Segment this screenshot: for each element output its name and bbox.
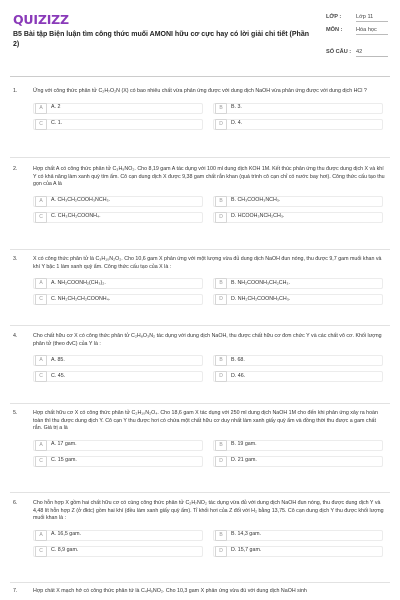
question-number: 2. [13,166,18,172]
question-6 [13,500,388,559]
meta-row-class [326,14,388,27]
quizizz-logo: QUIZIZZ [13,12,69,27]
meta-value: Hóa học [356,27,388,35]
option-a[interactable] [33,278,203,289]
option-text: C. CH₃CH₂COONH₄. [51,213,101,220]
option-letter: D [215,119,227,130]
option-b[interactable] [213,278,383,289]
meta-label: LỚP : [326,14,342,20]
option-text: D. 15,7 gam. [231,547,262,554]
worksheet-meta [326,14,388,63]
question-text: Cho chất hữu cơ X có công thức phân tử C₂H₈O₃N₂ tác dụng với dung dịch NaOH, thu được chất hữu cơ đơn chức Y và các chất vô cơ. Khối lượng phân tử (theo đvC) của Y là : [33,333,382,347]
answer-options [33,278,385,307]
option-c[interactable] [33,294,203,305]
option-letter: A [35,103,47,114]
answer-options [33,103,385,132]
header-divider [10,76,390,77]
meta-label: MÔN : [326,27,343,33]
option-letter: C [35,546,47,557]
option-text: B. NH₂COONH₃CH₂CH₃. [231,279,291,286]
option-text: A. CH₃CH₂COOH₃NCH₃. [51,197,111,204]
option-text: A. NH₂COONH₂(CH₃)₂. [51,279,106,286]
question-number: 4. [13,333,18,339]
question-3 [13,256,388,307]
option-text: C. NH₂CH₂CH₂COONH₄. [51,295,111,302]
option-text: B. 19 gam. [231,441,257,448]
option-letter: B [215,196,227,207]
question-divider [10,157,390,158]
option-text: A. 17 gam. [51,441,77,448]
option-a[interactable] [33,440,203,451]
option-d[interactable] [213,546,383,557]
question-divider [10,325,390,326]
option-d[interactable] [213,294,383,305]
option-b[interactable] [213,530,383,541]
question-text: Hợp chất hữu cơ X có công thức phân tử C₂H₁₀N₂O₄. Cho 18,6 gam X tác dụng với 250 ml dung dịch NaOH 1M cho đến khi phản ứng xảy ra hoàn toàn thì thu được dung dịch Y. Cô cạn Y thu được hơi có chứa một chất hữu cơ duy nhất làm xanh giấy quỳ ẩm và đồng thời thu được a gam chất rắn. Giá trị a là [33,410,378,432]
option-d[interactable] [213,371,383,382]
question-number: 6. [13,500,18,506]
meta-value: 42 [356,49,388,57]
answer-options [33,355,385,384]
option-text: A. 85. [51,356,65,363]
option-c[interactable] [33,456,203,467]
option-text: C. 45. [51,372,66,379]
option-d[interactable] [213,456,383,467]
option-letter: D [215,212,227,223]
meta-value: Lớp 11 [356,14,388,22]
option-b[interactable] [213,440,383,451]
option-letter: B [215,355,227,366]
option-text: D. NH₂CH₂COONH₃CH₃. [231,295,291,302]
option-text: D. HCOOH₃NCH₂CH₃. [231,213,285,220]
option-letter: B [215,530,227,541]
question-text: X có công thức phân tử là C₃H₁₀N₂O₂. Cho 10,6 gam X phản ứng với một lượng vừa đủ dung dịch NaOH đun nóng, thu được 9,7 gam muối khan và khí Y bậc 1 làm xanh quỳ ẩm. Công thức cấu tạo của X là : [33,256,382,270]
option-text: A. 2 [51,104,61,111]
question-text: Hợp chất A có công thức phân tử C₃H₉NO₂. Cho 8,19 gam A tác dụng với 100 ml dung dịch KOH 1M. Kết thúc phản ứng thu được dung dịch X và khí Y có khả năng làm xanh quỳ tím ẩm. Cô cạn dung dịch X được 9,38 gam chất rắn khan (quá trình cô cạn chỉ có nước bay hơi). Công thức cấu tạo thu gọn của A là [33,166,385,188]
option-text: D. 46. [231,372,246,379]
option-c[interactable] [33,212,203,223]
question-divider [10,249,390,250]
option-letter: A [35,440,47,451]
question-text: Hợp chất X mạch hở có công thức phân tử là C₄H₉NO₂. Cho 10,3 gam X phản ứng vừa đủ với dung dịch NaOH sinh [33,588,307,594]
option-text: C. 1. [51,120,63,127]
option-b[interactable] [213,196,383,207]
option-letter: C [35,294,47,305]
option-letter: A [35,355,47,366]
answer-options [33,196,385,225]
question-divider [10,403,390,404]
option-letter: D [215,371,227,382]
question-number: 7. [13,588,18,594]
option-text: D. 4. [231,120,243,127]
option-letter: B [215,103,227,114]
option-text: B. CH₃COOH₃NCH₃. [231,197,281,204]
option-b[interactable] [213,103,383,114]
option-letter: A [35,278,47,289]
question-number: 1. [13,88,18,94]
question-text: Ứng với công thức phân tử C₂H₇O₂N (X) có bao nhiêu chất vừa phản ứng được với dung dịch NaOH vừa phản ứng được với dung dịch HCl ? [33,88,367,94]
option-letter: C [35,212,47,223]
option-letter: C [35,371,47,382]
question-divider [10,492,390,493]
option-a[interactable] [33,530,203,541]
option-a[interactable] [33,355,203,366]
option-b[interactable] [213,355,383,366]
worksheet-title: B5 Bài tập Biện luận tìm công thức muối AMONI hữu cơ cực hay có lời giải chi tiết (Phần 2) [13,31,309,48]
option-c[interactable] [33,371,203,382]
question-number: 3. [13,256,18,262]
option-letter: D [215,456,227,467]
option-text: C. 8,9 gam. [51,547,79,554]
option-letter: B [215,278,227,289]
option-d[interactable] [213,119,383,130]
question-4 [13,333,388,384]
option-letter: D [215,294,227,305]
option-c[interactable] [33,119,203,130]
option-text: A. 16,5 gam. [51,531,82,538]
option-text: C. 15 gam. [51,457,77,464]
option-letter: A [35,196,47,207]
question-number: 5. [13,410,18,416]
answer-options [33,440,385,469]
option-letter: C [35,119,47,130]
meta-row-count [326,49,388,63]
question-5 [13,410,388,469]
question-1 [13,88,388,132]
option-text: B. 14,3 gam. [231,531,262,538]
question-text: Cho hỗn hợp X gồm hai chất hữu cơ có cùng công thức phân tử C₂H₇NO₂ tác dụng vừa đủ với dung dịch NaOH đun nóng, thu được dung dịch Y và 4,48 lít hỗn hợp Z (ở đktc) gồm hai khí (đều làm xanh giấy quỳ ẩm). Tỉ khối hơi của Z đối với H₂ bằng 13,75. Cô cạn dung dịch Y thu được khối lượng muối khan là : [33,500,384,522]
answer-options [33,530,385,559]
option-letter: C [35,456,47,467]
meta-label: SỐ CÂU : [326,49,352,55]
option-text: B. 3. [231,104,242,111]
meta-row-subject [326,27,388,49]
option-d[interactable] [213,212,383,223]
question-7 [13,588,388,600]
question-2 [13,166,388,225]
option-text: B. 68. [231,356,245,363]
option-text: D. 21 gam. [231,457,257,464]
question-divider [10,582,390,583]
option-letter: D [215,546,227,557]
option-letter: A [35,530,47,541]
option-a[interactable] [33,103,203,114]
option-letter: B [215,440,227,451]
option-a[interactable] [33,196,203,207]
option-c[interactable] [33,546,203,557]
